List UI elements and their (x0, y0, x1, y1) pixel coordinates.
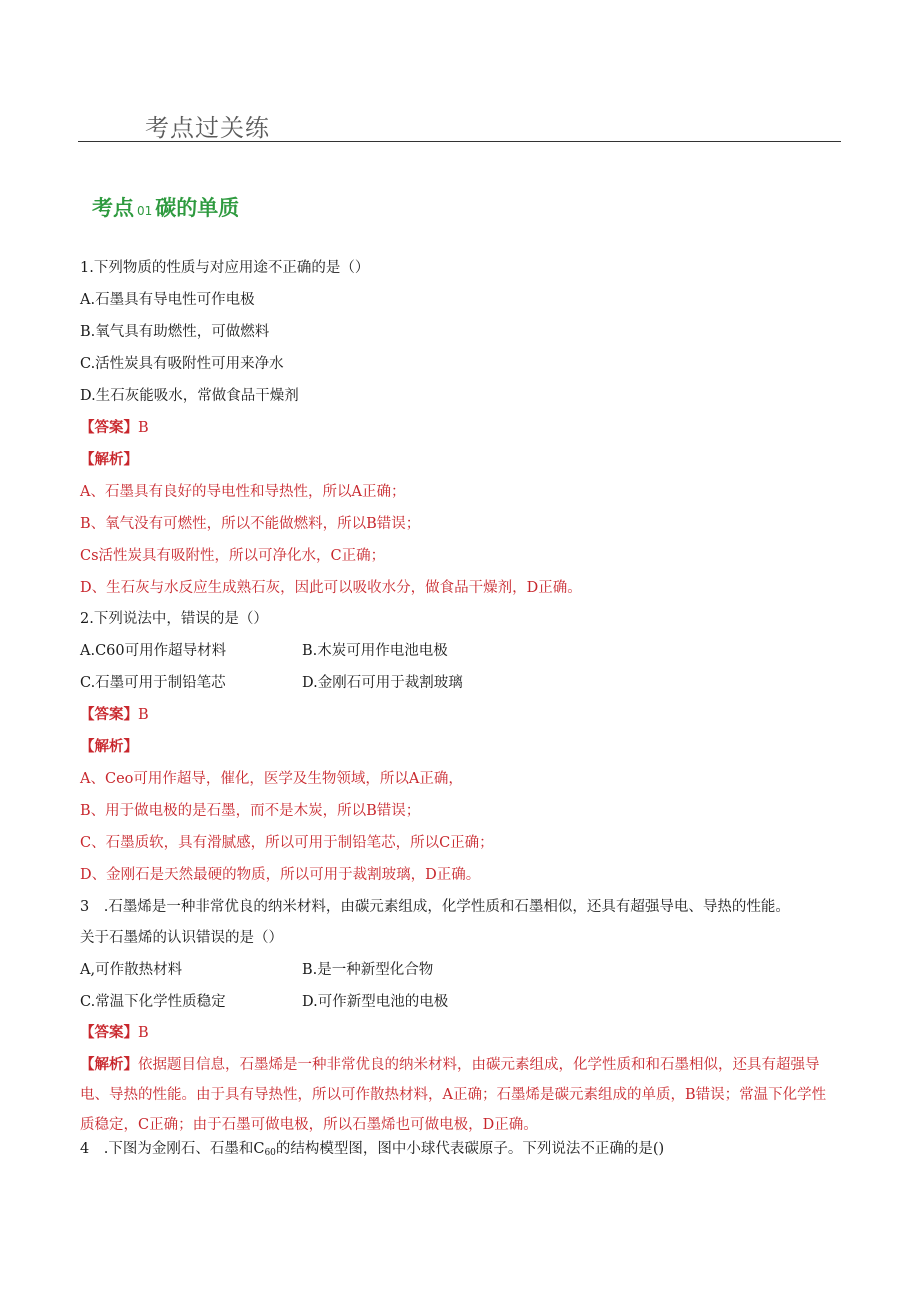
q3-option-b: B.是一种新型化合物 (302, 962, 434, 978)
question-3-stem-cont: 关于石墨烯的认识错误的是（） (80, 930, 283, 946)
answer-label: 【答案】 (80, 419, 138, 436)
q3-option-d: D.可作新型电池的电极 (302, 994, 449, 1010)
section-title (92, 192, 239, 222)
q3-option-c: C.常温下化学性质稳定 (80, 994, 226, 1010)
answer-value: B (138, 707, 149, 723)
q1-option-b: B.氧气具有助燃性，可做燃料 (80, 324, 270, 340)
answer-value: B (138, 420, 149, 436)
q1-answer (80, 417, 149, 439)
section-title-prefix: 考点 (92, 196, 134, 220)
q1-analysis-line: A、石墨具有良好的导电性和导热性，所以A正确； (80, 484, 406, 500)
q3-answer (80, 1022, 149, 1044)
answer-label: 【答案】 (80, 706, 138, 723)
q2-option-d: D.金刚石可用于裁割玻璃 (302, 675, 463, 691)
question-3-stem: 3 .石墨烯是一种非常优良的纳米材料，由碳元素组成，化学性质和石墨相似，还具有超强导电、导热的性能。 (80, 899, 790, 915)
q4-stem-subscript: 60 (264, 1148, 276, 1158)
q2-option-c: C.石墨可用于制铅笔芯 (80, 675, 226, 691)
q2-analysis-line: B、用于做电极的是石墨，而不是木炭，所以B错误； (80, 803, 421, 819)
analysis-text: 依据题目信息，石墨烯是一种非常优良的纳米材料，由碳元素组成，化学性质和和石墨相似，还具有超强导电、导热的性能。由于具有导热性，所以可作散热材料，A正确；石墨烯是碳元素组成的单质，B错误；常温下化学性质稳定，C正确；由于石墨可做电极，所以石墨烯也可做电极，D正确。 (80, 1057, 827, 1133)
q2-option-a: A.C60可用作超导材料 (80, 643, 227, 659)
q2-option-b: B.木炭可用作电池电极 (302, 643, 448, 659)
q2-analysis-line: A、Ceo可用作超导，催化，医学及生物领域，所以A正确， (80, 771, 463, 787)
q3-option-a: A,可作散热材料 (80, 962, 183, 978)
q4-stem-pre: 4 .下图为金刚石、石墨和C (80, 1141, 265, 1157)
page-header-title: 考点过关练 (145, 114, 270, 142)
q1-analysis-line: Cs活性炭具有吸附性，所以可净化水，C正确； (80, 548, 386, 564)
section-number: 01 (137, 204, 153, 218)
q1-option-a: A.石墨具有导电性可作电极 (80, 292, 255, 308)
question-1-stem: 1.下列物质的性质与对应用途不正确的是（） (80, 260, 370, 276)
q2-analysis-line: D、金刚石是天然最硬的物质，所以可用于裁割玻璃，D正确。 (80, 867, 481, 883)
q3-analysis (80, 1050, 840, 1140)
analysis-label: 【解析】 (80, 1056, 138, 1073)
q1-option-c: C.活性炭具有吸附性可用来净水 (80, 356, 284, 372)
q1-analysis-line: B、氧气没有可燃性，所以不能做燃料，所以B错误； (80, 516, 421, 532)
answer-label: 【答案】 (80, 1024, 138, 1041)
q4-stem-post: 的结构模型图，图中小球代表碳原子。下列说法不正确的是() (275, 1141, 665, 1157)
q1-analysis-label: 【解析】 (80, 451, 138, 468)
question-2-stem: 2.下列说法中，错误的是（） (80, 611, 268, 627)
q2-analysis-line: C、石墨质软，具有滑腻感，所以可用于制铅笔芯，所以C正确； (80, 835, 494, 851)
q2-analysis-label: 【解析】 (80, 738, 138, 755)
q2-answer (80, 704, 149, 726)
question-4-stem (80, 1138, 664, 1164)
section-title-text: 碳的单质 (155, 196, 240, 220)
header-divider (78, 141, 841, 142)
answer-value: B (138, 1025, 149, 1041)
q1-option-d: D.生石灰能吸水，常做食品干燥剂 (80, 388, 299, 404)
q1-analysis-line: D、生石灰与水反应生成熟石灰，因此可以吸收水分，做食品干燥剂，D正确。 (80, 580, 582, 596)
